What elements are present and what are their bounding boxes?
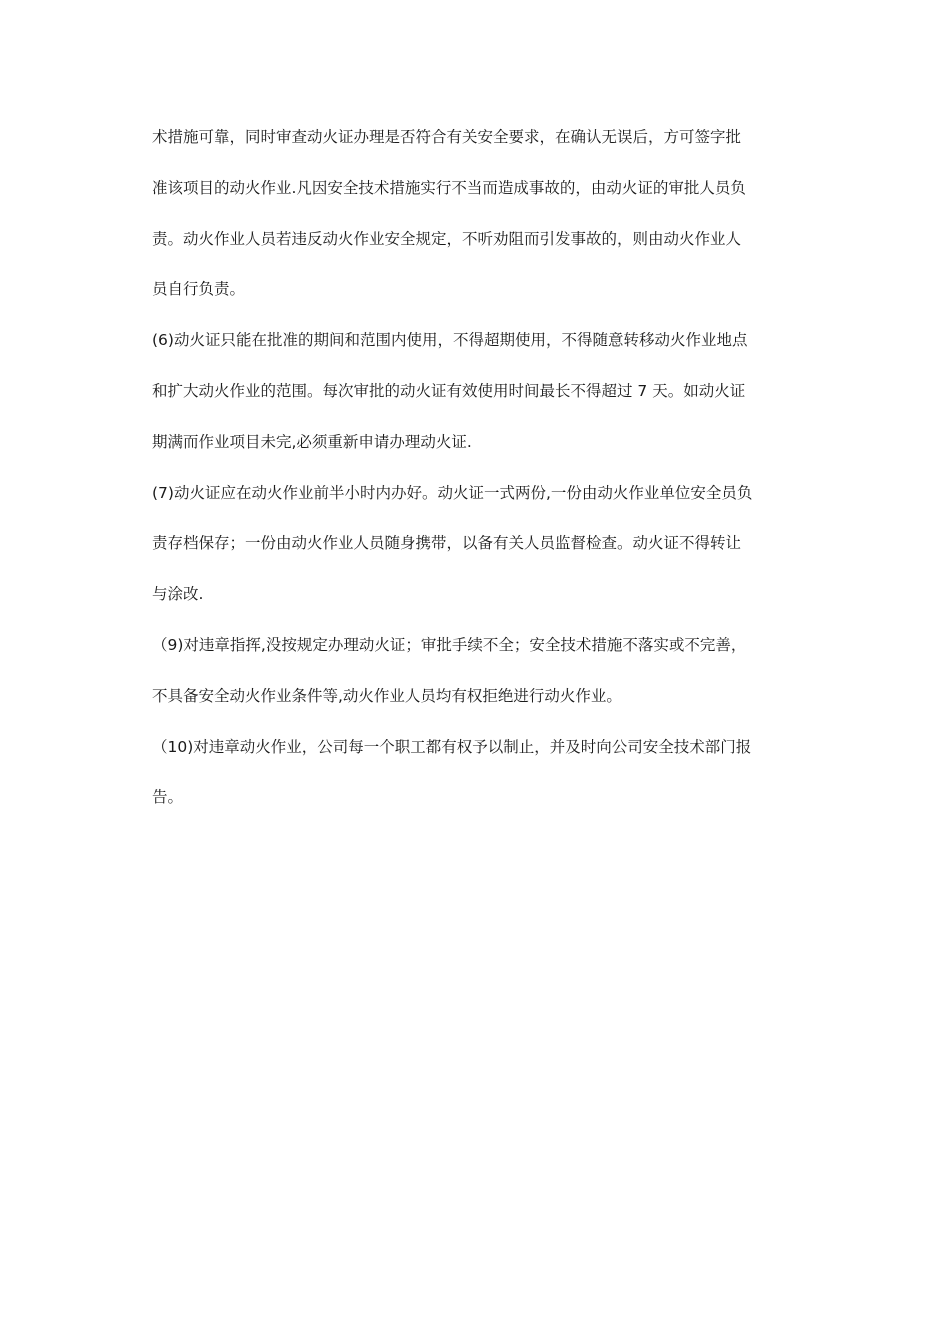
text-line: 不具备安全动火作业条件等,动火作业人员均有权拒绝进行动火作业。	[152, 686, 622, 705]
text-line: 准该项目的动火作业.凡因安全技术措施实行不当而造成事故的，由动火证的审批人员负	[152, 178, 746, 197]
text-line: 责。动火作业人员若违反动火作业安全规定，不听劝阻而引发事故的，则由动火作业人	[152, 229, 742, 248]
text-line: 与涂改.	[152, 585, 204, 604]
text-line: (7)动火证应在动火作业前半小时内办好。动火证一式两份,一份由动火作业单位安全员负	[152, 483, 753, 502]
text-line: (6)动火证只能在批准的期间和范围内使用，不得超期使用，不得随意转移动火作业地点	[152, 331, 748, 350]
paragraph-item-9	[152, 620, 812, 722]
paragraph-item-7	[152, 468, 812, 620]
text-line: 和扩大动火作业的范围。每次审批的动火证有效使用时间最长不得超过 7 天。如动火证	[152, 381, 746, 400]
text-line: 告。	[152, 788, 184, 807]
paragraph-item-6	[152, 315, 812, 467]
paragraph-approval-responsibility	[152, 112, 812, 315]
document-body	[152, 112, 812, 823]
text-line: （10)对违章动火作业，公司每一个职工都有权予以制止，并及时向公司安全技术部门报	[152, 737, 752, 756]
text-line: 期满而作业项目未完,必须重新申请办理动火证.	[152, 432, 472, 451]
text-line: 术措施可靠，同时审查动火证办理是否符合有关安全要求，在确认无误后，方可签字批	[152, 128, 742, 146]
text-line: 员自行负责。	[152, 280, 246, 299]
text-line: 责存档保存；一份由动火作业人员随身携带，以备有关人员监督检查。动火证不得转让	[152, 534, 742, 553]
text-line: （9)对违章指挥,没按规定办理动火证；审批手续不全；安全技术措施不落实或不完善，	[152, 635, 747, 654]
paragraph-item-10	[152, 722, 812, 824]
